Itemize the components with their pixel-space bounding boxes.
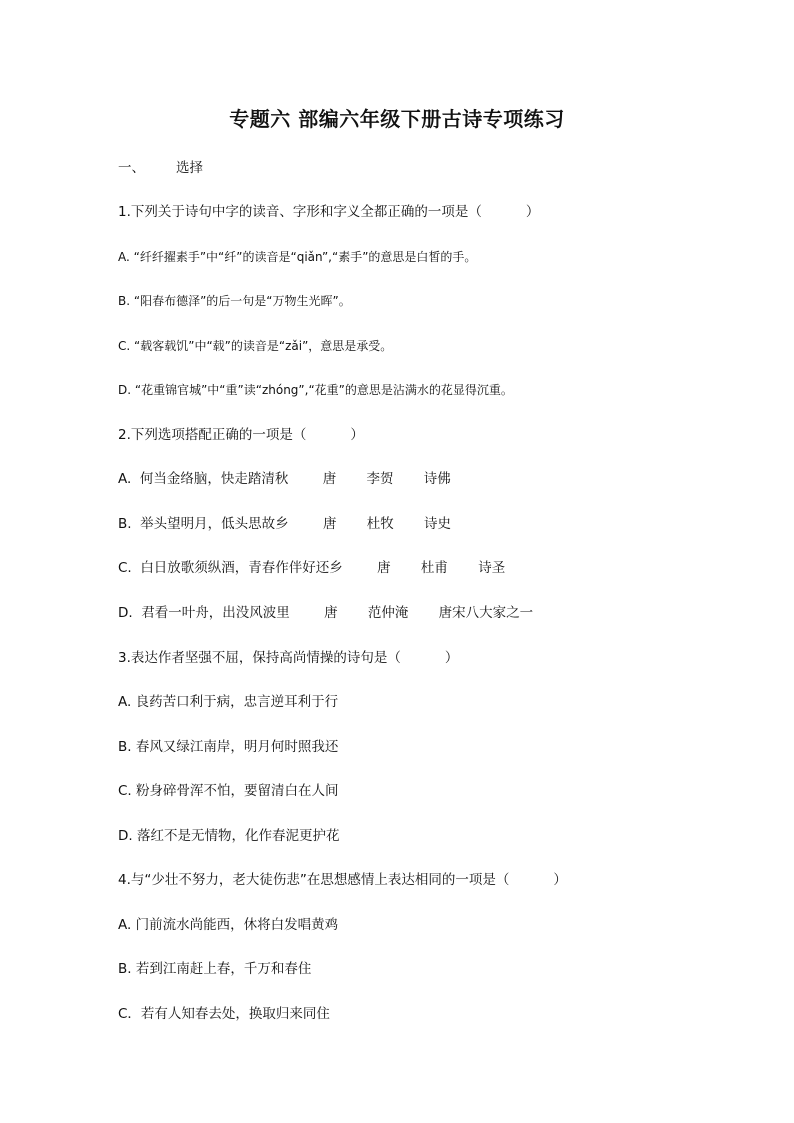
question-stem-text: 1.下列关于诗句中字的读音、字形和字义全都正确的一项是（: [118, 204, 482, 220]
option-poet-title: 诗佛: [423, 471, 451, 487]
question-stem-close: ）: [525, 204, 540, 220]
section-heading: [118, 158, 203, 178]
question-1-stem: [118, 202, 539, 222]
section-title: 选择: [176, 160, 203, 176]
question-3-option-d: D. 落红不是无情物，化作春泥更护花: [118, 828, 340, 844]
question-1-option-a: A. “纤纤擢素手”中“纤”的读音是“qiǎn”,“素手”的意思是白皙的手。: [118, 250, 477, 264]
option-dynasty: 唐: [322, 516, 337, 532]
question-stem-close: ）: [350, 427, 364, 443]
option-dynasty: 唐: [324, 605, 338, 621]
page-title: 专题六 部编六年级下册古诗专项练习: [229, 107, 565, 131]
question-2-option-a: [118, 469, 451, 489]
question-1-option-b: B. “阳春布德泽”的后一句是“万物生光晖”。: [118, 294, 351, 308]
option-poet: 杜甫: [420, 560, 448, 576]
option-label: D.: [118, 605, 133, 621]
option-poem-line: 举头望明月，低头思故乡: [140, 516, 289, 532]
question-stem-close: ）: [444, 650, 459, 666]
question-3-option-a: A. 良药苦口利于病，忠言逆耳利于行: [118, 694, 339, 710]
question-4-option-b: B. 若到江南赶上春，千万和春住: [118, 961, 312, 977]
option-poet: 杜牧: [366, 516, 394, 532]
option-poem-line: 君看一叶舟，出没风波里: [141, 605, 290, 621]
option-poet-title: 诗圣: [478, 560, 506, 576]
option-dynasty: 唐: [377, 560, 391, 576]
question-3-option-c: C. 粉身碎骨浑不怕，要留清白在人间: [118, 783, 339, 799]
option-label: B.: [118, 516, 132, 532]
question-1-option-c: C. “载客载饥”中“载”的读音是“zǎi”，意思是承受。: [118, 339, 393, 353]
question-2-option-b: [118, 514, 451, 534]
option-poem-line: 白日放歌须纵酒，青春作伴好还乡: [140, 560, 343, 576]
question-3-stem: [118, 648, 458, 668]
option-poet-title: 唐宋八大家之一: [438, 605, 534, 621]
question-1-option-d: D. “花重锦官城”中“重”读“zhóng”,“花重”的意思是沾满水的花显得沉重。: [118, 383, 513, 397]
question-stem-close: ）: [553, 872, 567, 888]
option-label: C.: [118, 560, 132, 576]
question-4-option-a: A. 门前流水尚能西，休将白发唱黄鸡: [118, 917, 339, 933]
question-4-stem: [118, 870, 567, 890]
question-stem-text: 2.下列选项搭配正确的一项是（: [118, 427, 307, 443]
question-3-option-b: B. 春风又绿江南岸，明月何时照我还: [118, 739, 339, 755]
question-stem-text: 3.表达作者坚强不屈，保持高尚情操的诗句是（: [118, 650, 401, 666]
option-label: A.: [118, 471, 132, 487]
option-poet-title: 诗史: [424, 516, 452, 532]
option-dynasty: 唐: [322, 471, 337, 487]
option-poet: 李贺: [366, 471, 394, 487]
question-stem-text: 4.与“少壮不努力，老大徒伤悲”在思想感情上表达相同的一项是（: [118, 872, 510, 888]
question-2-option-c: [118, 558, 505, 578]
option-poem-line: 何当金络脑，快走踏清秋: [139, 471, 289, 487]
section-number: 一、: [118, 160, 145, 176]
question-2-stem: [118, 425, 364, 445]
option-poet: 范仲淹: [367, 605, 409, 621]
question-4-option-c: C．若有人知春去处，换取归来同住: [118, 1006, 330, 1022]
question-2-option-d: [118, 603, 533, 623]
